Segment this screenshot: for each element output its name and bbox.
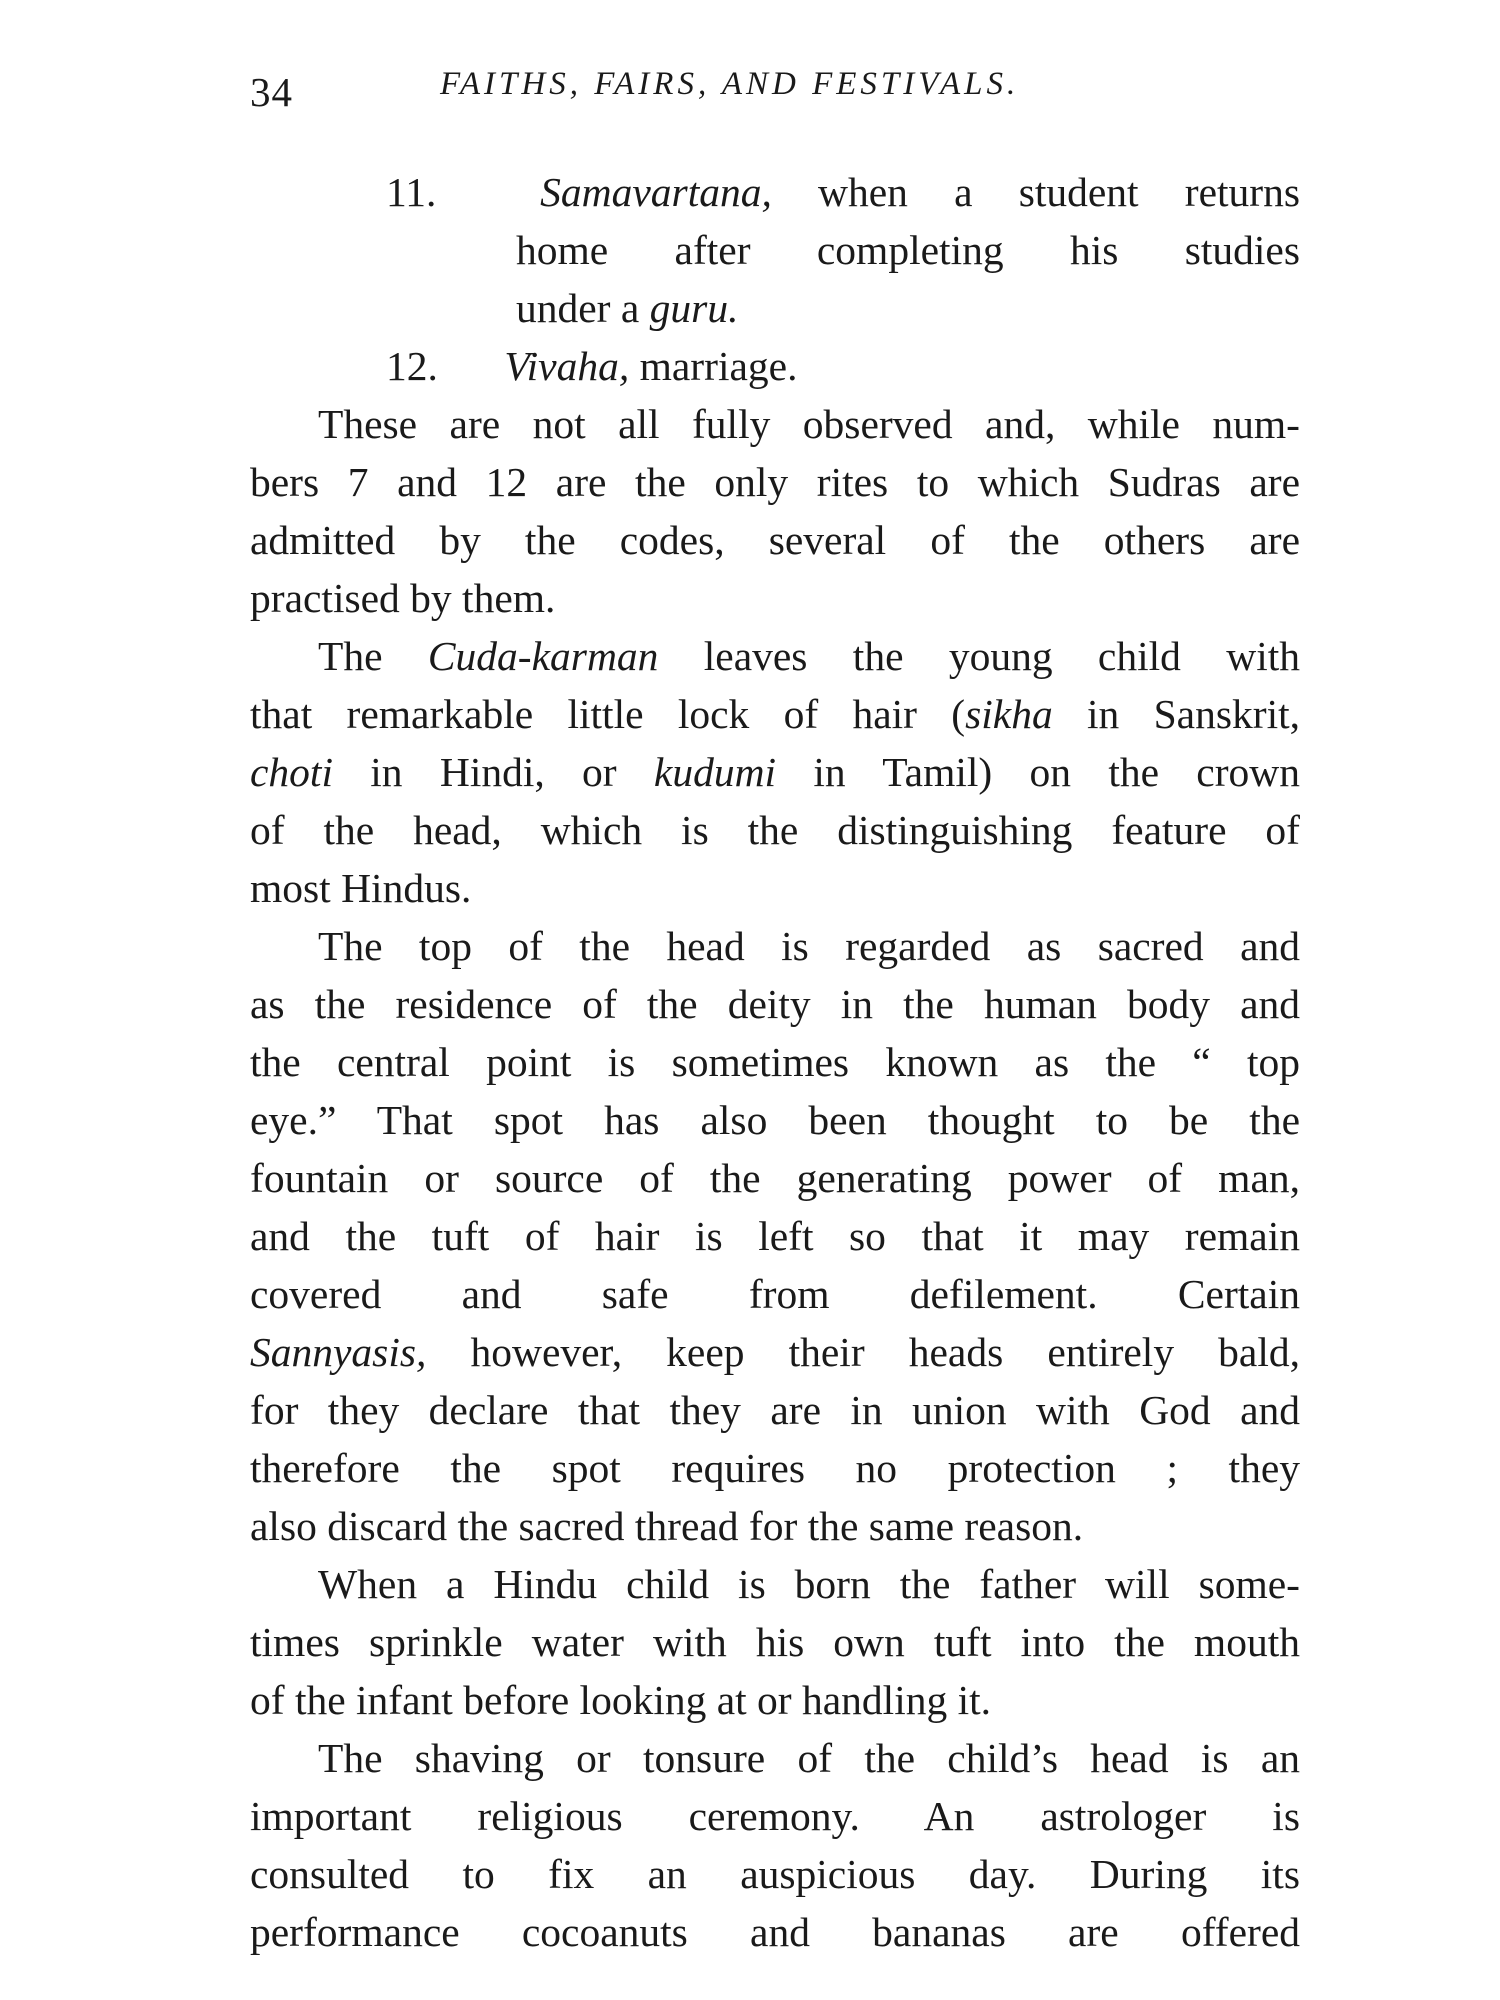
list-text: home after completing his studies — [516, 227, 1300, 273]
paragraph-3-line: covered and safe from defilement. Certain — [250, 1271, 1300, 1317]
paragraph-1-line: These are not all fully observed and, while num- — [318, 401, 1300, 447]
paragraph-3-line: The top of the head is regarded as sacred and — [318, 923, 1300, 969]
text-run: however, keep their heads entirely bald, — [470, 1329, 1301, 1375]
paragraph-3-line: eye.” That spot has also been thought to be the — [250, 1097, 1300, 1143]
text-run: in Hindi, or — [370, 749, 617, 795]
text-run: in Tamil) on the crown — [813, 749, 1301, 795]
text-run: leaves the young child with — [703, 633, 1301, 679]
paragraph-3-line: fountain or source of the generating power of man, — [250, 1155, 1300, 1201]
list-item-12 — [386, 340, 1300, 392]
text-run: in Sanskrit, — [1087, 691, 1301, 737]
list-item-11-continued — [516, 282, 1300, 334]
text-run: that remarkable little lock of hair ( — [250, 691, 966, 737]
paragraph-1-line: admitted by the codes, several of the others are — [250, 517, 1300, 563]
text-run: The — [318, 633, 383, 679]
paragraph-2-line — [318, 630, 1300, 682]
list-term: Samavartana, — [540, 169, 772, 215]
list-item-11-continued — [516, 224, 1300, 276]
paragraph-4-line: When a Hindu child is born the father will some- — [318, 1561, 1300, 1607]
paragraph-2-line — [250, 746, 1300, 798]
italic-term: sikha — [965, 691, 1053, 737]
paragraph-2-line — [250, 688, 1300, 740]
paragraph-5-line: important religious ceremony. An astrologer is — [250, 1793, 1300, 1839]
paragraph-3-line: also discard the sacred thread for the same reason. — [250, 1503, 1084, 1549]
paragraph-4-line: times sprinkle water with his own tuft into the mouth — [250, 1619, 1300, 1665]
italic-term: choti — [250, 749, 333, 795]
paragraph-1-line: practised by them. — [250, 575, 556, 621]
list-text: when a student returns — [818, 169, 1300, 215]
italic-term: Sannyasis, — [250, 1329, 427, 1375]
italic-term: kudumi — [653, 749, 777, 795]
paragraph-4-line: of the infant before looking at or handling it. — [250, 1677, 992, 1723]
paragraph-3-line: and the tuft of hair is left so that it may remain — [250, 1213, 1300, 1259]
paragraph-3-line: the central point is sometimes known as the “ top — [250, 1039, 1300, 1085]
running-head — [250, 66, 1300, 116]
running-title: FAITHS, FAIRS, AND FESTIVALS. — [440, 66, 1020, 102]
italic-term: Cuda-karman — [427, 633, 659, 679]
list-text: marriage. — [639, 343, 798, 389]
list-term: Vivaha, — [504, 343, 630, 389]
list-number: 11. — [386, 169, 437, 215]
paragraph-2-line: most Hindus. — [250, 865, 472, 911]
paragraph-2-line: of the head, which is the distinguishing feature of — [250, 807, 1300, 853]
paragraph-5-line: performance cocoanuts and bananas are offered — [250, 1909, 1300, 1955]
list-item-11 — [386, 166, 1300, 218]
paragraph-3-line: for they declare that they are in union with God and — [250, 1387, 1300, 1433]
paragraph-5-line: consulted to fix an auspicious day. During its — [250, 1851, 1300, 1897]
paragraph-3-line: as the residence of the deity in the human body and — [250, 981, 1300, 1027]
list-number: 12. — [386, 343, 438, 389]
paragraph-1-line: bers 7 and 12 are the only rites to which Sudras are — [250, 459, 1300, 505]
paragraph-3-line: therefore the spot requires no protection ; they — [250, 1445, 1300, 1491]
paragraph-5-line: The shaving or tonsure of the child’s head is an — [318, 1735, 1300, 1781]
list-term: guru. — [649, 285, 739, 331]
page-number: 34 — [250, 69, 293, 115]
paragraph-3-line — [250, 1326, 1300, 1378]
list-text: under a — [516, 285, 640, 331]
